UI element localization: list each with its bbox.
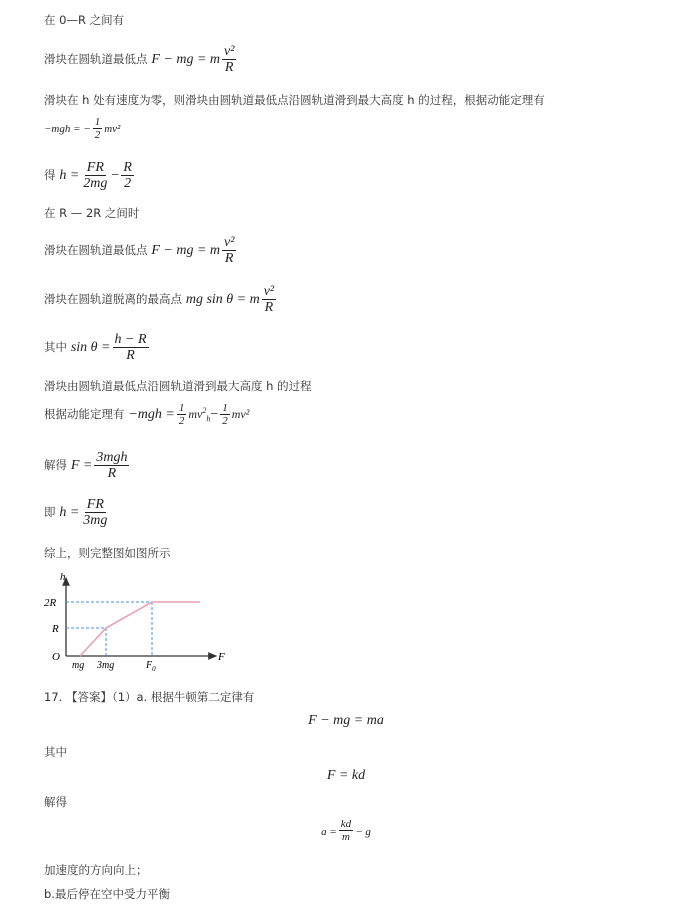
text-line-11: 根据动能定理有	[44, 407, 125, 421]
text-line-10: 滑块由圆轨道最低点沿圆轨道滑到最大高度 h 的过程	[44, 379, 312, 393]
fraction-5b: $\frac{R}{2}$	[123, 160, 132, 191]
fraction-4: $\frac{1}{2}$	[94, 116, 101, 141]
text-line-5: 得	[44, 168, 56, 182]
fraction-5a: $\frac{FR}{2mg}$	[83, 160, 108, 191]
equation-line-11: 根据动能定理有 −mgh = $\frac{1}{2}$ $mv^2_h-$ $\frac{1}{2}$ mv²	[44, 402, 250, 427]
fraction-2: $\frac{\text{v²}}{R}$	[224, 44, 235, 75]
text-line-2: 滑块在圆轨道最低点	[44, 52, 148, 66]
text-line-12: 解得	[44, 458, 67, 472]
fraction-9: $\frac{h - R}{R}$	[114, 332, 147, 363]
text-line-8: 滑块在圆轨道脱离的最高点	[44, 292, 182, 306]
equation-line-9: 其中 sin θ = $\frac{h - R}{R}$	[44, 332, 147, 363]
equation-line-4	[44, 116, 120, 141]
question-17-header: 17. 【答案】（1）a. 根据牛顿第二定律有	[44, 690, 255, 704]
equation-line-12: 解得 F = $\frac{\text{3mgh}}{R}$	[44, 450, 128, 481]
formula-4-lhs: −mgh = −	[44, 123, 91, 135]
text-line-14: 综上，则完整图如图所示	[44, 546, 171, 560]
formula-2: F − mg = m	[151, 52, 220, 67]
fraction-8: $\frac{\text{v²}}{R}$	[263, 284, 275, 315]
origin-label: O	[52, 651, 60, 663]
fraction-12: $\frac{\text{3mgh}}{R}$	[96, 450, 128, 481]
equation-a: a = $\frac{kd}{m}$ − g	[321, 818, 371, 843]
text-jiede: 解得	[44, 795, 67, 809]
text-line-7: 滑块在圆轨道最低点	[44, 243, 148, 257]
equation-F-kd: F = kd	[326, 768, 366, 783]
text-line-13: 即	[44, 505, 56, 519]
xtick-F0: $F_0$	[146, 660, 156, 673]
fraction-7: $\frac{\text{v²}}{R}$	[224, 235, 235, 266]
equation-line-5: 得 h = $\frac{FR}{2mg}$ − $\frac{R}{2}$	[44, 160, 132, 191]
xtick-mg: mg	[72, 660, 85, 671]
text-part-b: b.最后停在空中受力平衡	[44, 887, 170, 901]
text-line-9: 其中	[44, 340, 67, 354]
equation-newton: F − mg = ma	[308, 713, 384, 728]
ytick-2R: 2R	[44, 597, 57, 609]
equation-line-2	[44, 44, 238, 75]
fraction-a: $\frac{kd}{m}$	[340, 818, 352, 843]
h-vs-F-graph	[40, 566, 240, 676]
xtick-3mg: 3mg	[97, 660, 115, 671]
text-qizhong: 其中	[44, 745, 67, 759]
h-F-curve	[80, 602, 200, 656]
equation-line-8: 滑块在圆轨道脱离的最高点 mg sin θ = m $\frac{\text{v²}}{R}$	[44, 284, 275, 315]
text-line-6: 在 R — 2R 之间时	[44, 206, 140, 220]
formula-4-rhs: mv²	[104, 123, 121, 135]
text-line-3: 滑块在 h 处有速度为零，则滑块由圆轨道最低点沿圆轨道滑到最大高度 h 的过程，根据动能定理有	[44, 93, 545, 107]
equation-line-7: 滑块在圆轨道最低点 F − mg = m $\frac{\text{v²}}{R}$	[44, 235, 235, 266]
x-axis-label: F	[218, 651, 225, 663]
text-direction: 加速度的方向向上；	[44, 863, 148, 877]
fraction-13: $\frac{FR}{3mg}$	[83, 497, 108, 528]
equation-line-13: 即 h = $\frac{FR}{3mg}$	[44, 497, 108, 528]
text-line-1: 在 0—R 之间有	[44, 13, 125, 27]
ytick-R: R	[52, 623, 59, 635]
y-axis-label: h	[60, 571, 66, 583]
